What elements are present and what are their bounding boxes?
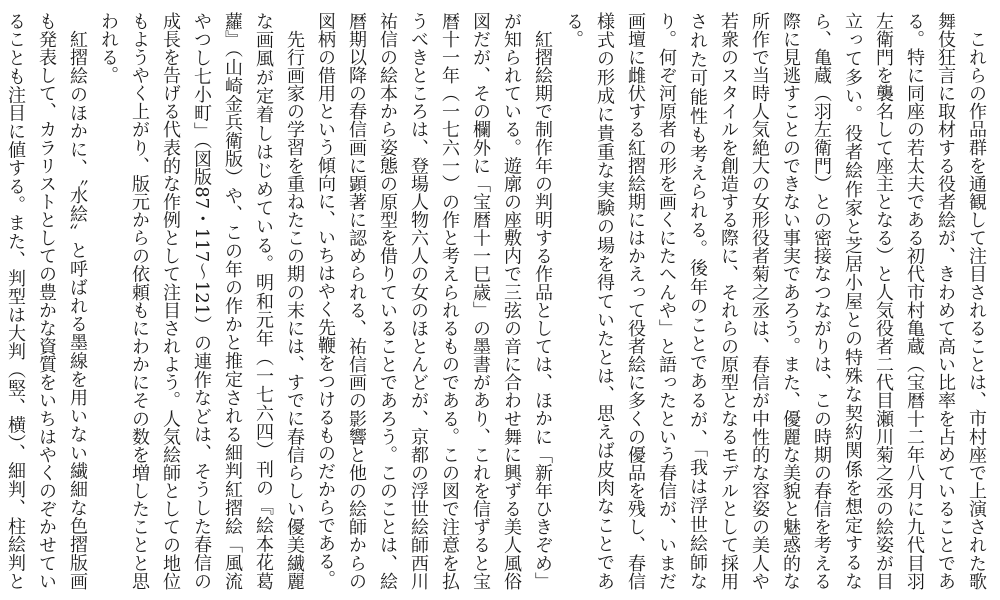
vertical-text-body (5, 12, 992, 590)
paragraph: 紅摺絵のほかに、〝水絵〟と呼ばれる墨線を用いない繊細な色摺版画も発表して、カラリストとしての豊かな資質をいちはやくのぞかせていることも注目に値する。また、判型は大判（竪、横）、細判、柱絵判と (5, 12, 88, 590)
paragraph: 紅摺絵期で制作年の判明する作品としては、ほかに「新年ひきぞめ」が知られている。遊廓の座敷内で三弦の音に合わせ舞に興ずる美人風俗図だが、その欄外に「宝暦十一巳歳」の墨書があり、これを信ずると宝暦十一年（一七六一）の作と考えられるものである。この図で注意を払うべきところは、登場人物六人の女のほとんどが、京都の浮世絵師西川祐信の絵本から姿態の原型を借りていることであろう。このことは、絵暦期以降の春信画に顕著に認められる、祐信画の影響と他の絵師からの図柄の借用という傾向に、いちはやく先鞭をつけるものだからである。 (315, 12, 553, 590)
paragraph: 先行画家の学習を重ねたこの期の末には、すでに春信らしい優美繊麗な画風が定着しはじめている。明和元年（一七六四）刊の『絵本花葛蘿』（山崎金兵衛版）や、この年の作かと推定される細判紅摺絵「風流やつし七小町」（図版87・117〜121）の連作などは、そうした春信の成長を告げる代表的な作例として注目されよう。人気絵師としての地位もようやく上がり、版元からの依頼もにわかにその数を増したことと思われる。 (98, 12, 305, 590)
paragraph: これらの作品群を通観して注目されることは、市村座で上演された歌舞伎狂言に取材する役者絵が、きわめて高い比率を占めていることである。特に同座の若太夫である初代市村亀蔵（宝暦十二年八月に九代目羽左衛門を襲名して座主となる）と人気役者二代目瀬川菊之丞の絵姿が目立って多い。役者絵作家と芝居小屋との特殊な契約関係を想定するなら、亀蔵（羽左衛門）との密接なつながりは、この時期の春信を考える際に見逃すことのできない事実であろう。また、優麗な美貌と魅惑的な所作で当時人気絶大の女形役者菊之丞は、春信が中性的な容姿の美人や若衆のスタイルを創造する際に、それらの原型となるモデルとして採用された可能性も考えられる。後年のことであるが、「我は浮世絵師なり。何ぞ河原者の形を画くにたへんや」と語ったという春信が、いまだ画壇に雌伏する紅摺絵期にはかえって役者絵に多くの優品を残し、春信様式の形成に貴重な実験の場を得ていたとは、思えば皮肉なことである。 (563, 12, 987, 590)
document-page (5, 12, 992, 590)
